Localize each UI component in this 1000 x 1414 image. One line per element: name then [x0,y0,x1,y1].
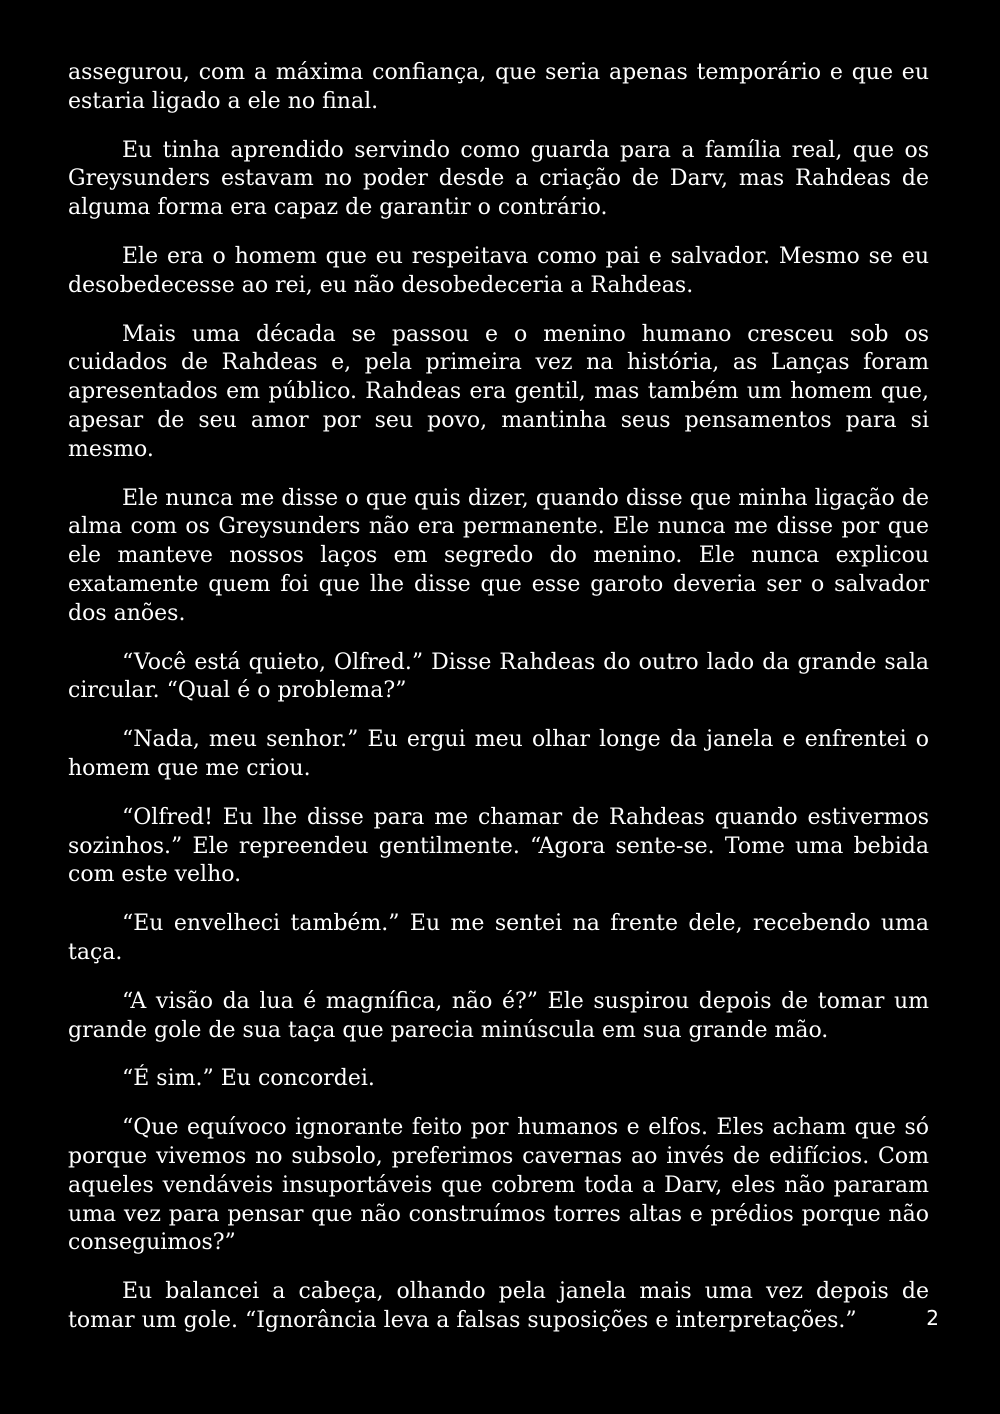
paragraph: Ele nunca me disse o que quis dizer, quando disse que minha ligação de alma com os Greysunders não era permanente. Ele nunca me disse por que ele manteve nossos laços em segredo do menino. Ele nunca explicou exatamente quem foi que lhe disse que esse garoto deveria ser o salvador dos anões. [68,485,929,626]
paragraph: Eu tinha aprendido servindo como guarda para a família real, que os Greysunders estavam no poder desde a criação de Darv, mas Rahdeas de alguma forma era capaz de garantir o contrário. [68,137,929,221]
paragraph: “Que equívoco ignorante feito por humanos e elfos. Eles acham que só porque vivemos no subsolo, preferimos cavernas ao invés de edifícios. Com aqueles vendáveis insuportáveis que cobrem toda a Darv, eles não pararam uma vez para pensar que não construímos torres altas e prédios porque não conseguimos?” [68,1115,929,1256]
paragraph: Mais uma década se passou e o menino humano cresceu sob os cuidados de Rahdeas e, pela primeira vez na história, as Lanças foram apresentados em público. Rahdeas era gentil, mas também um homem que, apesar de seu amor por seu povo, mantinha seus pensamentos para si mesmo. [68,321,929,462]
paragraph: “Olfred! Eu lhe disse para me chamar de Rahdeas quando estivermos sozinhos.” Ele repreendeu gentilmente. “Agora sente-se. Tome uma bebida com este velho. [68,804,929,888]
paragraph: “Nada, meu senhor.” Eu ergui meu olhar longe da janela e enfrentei o homem que me criou. [68,727,929,781]
paragraph: “É sim.” Eu concordei. [122,1066,375,1092]
page-text [68,59,929,1356]
paragraph: assegurou, com a máxima confiança, que seria apenas temporário e que eu estaria ligado a ele no final. [68,60,929,114]
paragraph: “Você está quieto, Olfred.” Disse Rahdeas do outro lado da grande sala circular. “Qual é o problema?” [68,649,929,704]
paragraph: “A visão da lua é magnífica, não é?” Ele suspirou depois de tomar um grande gole de sua taça que parecia minúscula em sua grande mão. [68,988,929,1043]
page-number: 2 [926,1306,939,1330]
paragraph: “Eu envelheci também.” Eu me sentei na frente dele, recebendo uma taça. [68,911,929,965]
paragraph: Ele era o homem que eu respeitava como pai e salvador. Mesmo se eu desobedecesse ao rei, eu não desobedeceria a Rahdeas. [68,243,929,298]
paragraph: Eu balancei a cabeça, olhando pela janela mais uma vez depois de tomar um gole. “Ignorância leva a falsas suposições e interpretações.” [68,1279,929,1333]
